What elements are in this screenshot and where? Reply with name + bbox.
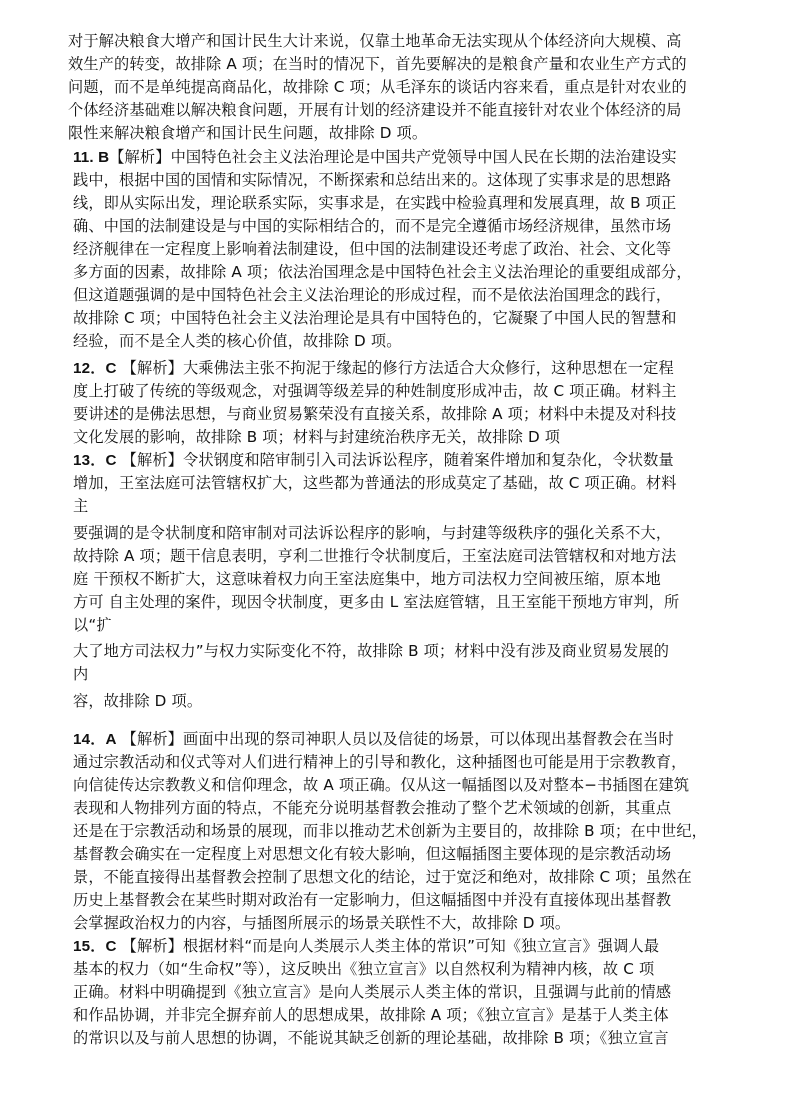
- text-line: 会掌握政治权力的内容，与插图所展示的场景关联性不大，故排除 D 项。: [73, 914, 571, 932]
- answer-15-first-line: [73, 935, 659, 957]
- text-line: 容，故排除 D 项。: [73, 692, 203, 710]
- text-line: 要讲述的是佛法思想，与商业贸易繁荣没有直接关系，故排除 A 项；材料中未提及对科技: [73, 405, 677, 423]
- text-line: 对于解决粮食大增产和国计民生大计来说，仅靠土地革命无法实现从个体经济向大规模、高: [68, 32, 682, 50]
- text-line: 故持除 A 项；题干信息表明，亨利二世推行令状制度后，王室法庭司法管辖权和对地方法: [73, 547, 677, 565]
- text-line: 表现和人物排列方面的特点，不能充分说明基督教会推动了整个艺术领域的创新，其重点: [73, 799, 672, 817]
- answer-13-first-line: [73, 449, 674, 471]
- answer-number: 11. B: [73, 149, 110, 166]
- text-line: 以“扩: [73, 616, 112, 634]
- answer-12-first-line: [73, 357, 674, 379]
- text-line: 方可 自主处理的案件，现因令状制度，更多由 L 室法庭管辖，且王室能干预地方审判，所: [73, 593, 680, 611]
- text-segment: 【解析】中国特色社会主义法治理论是中国共产党领导中国人民在长期的法治建设实: [109, 148, 677, 166]
- text-line: 但这道题强调的是中国特色社会主义法治理论的形成过程，而不是依法治国理念的践行，: [73, 286, 672, 304]
- text-line: 向信徒传达宗教教义和信仰理念，故 A 项正确。仅从这一幅插图以及对整本−书插图在建筑: [73, 776, 690, 794]
- text-line: 主: [73, 497, 89, 515]
- text-line: 景，不能直接得出基督教会控制了思想文化的结论，过于宽泛和绝对，故排除 C 项；虽然在: [73, 868, 692, 886]
- text-line: 还是在于宗教活动和场景的展现，而非以推动艺术创新为主要目的，故排除 B 项；在中世纪，: [73, 822, 708, 840]
- text-line: 通过宗教活动和仪式等对人们进行精神上的引导和教化，这种插图也可能是用于宗教教育，: [73, 753, 687, 771]
- text-line: 限性来解决粮食增产和国计民生问题，故排除 D 项。: [68, 124, 428, 142]
- text-line: 度上打破了传统的等级观念，对强调等级差异的种姓制度形成冲击，故 C 项正确。材料主: [73, 382, 677, 400]
- answer-number: 12．C: [73, 360, 117, 377]
- text-line: 要强调的是令状制度和陪审制对司法诉讼程序的影响，与封建等级秩序的强化关系不大，: [73, 524, 672, 542]
- answer-number: 15．C: [73, 938, 117, 955]
- text-line: 正确。材料中明确提到《独立宣言》是向人类展示人类主体的常识，且强调与此前的情感: [73, 983, 672, 1001]
- answer-number: 13．C: [73, 452, 117, 469]
- text-line: 确、中国的法制建设是与中国的实际相结合的，而不是完全遵循市场经济规律，虽然市场: [73, 217, 672, 235]
- text-line: 个体经济基础难以解决粮食问题，开展有计划的经济建设并不能直接针对农业个体经济的局: [68, 101, 682, 119]
- text-line: 的常识以及与前人思想的协调，不能说其缺乏创新的理论基础，故排除 B 项；《独立宣言: [73, 1029, 669, 1047]
- text-segment: 【解析】令状钢度和陪审制引入司法诉讼程序，随着案件增加和复杂化，令状数量: [121, 451, 674, 469]
- text-line: 和作品协调，并非完全摒弃前人的思想成果，故排除 A 项；《独立宣言》是基于人类主体: [73, 1006, 669, 1024]
- text-segment: 【解析】画面中出现的祭司神职人员以及信徒的场景，可以体现出基督教会在当时: [121, 730, 674, 748]
- text-line: 庭 干预权不断扩大，这意味着权力向王室法庭集中，地方司法权力空间被压缩，原本地: [73, 570, 661, 588]
- text-line: 践中，根据中国的国情和实际情况，不断探索和总结出来的。这体现了实事求是的思想路: [73, 171, 672, 189]
- answer-11-first-line: [73, 146, 677, 168]
- answer-14-first-line: [73, 728, 674, 750]
- text-segment: 【解析】根据材料“而是向人类展示人类主体的常识”可知《独立宣言》强调人最: [121, 937, 660, 955]
- text-line: 大了地方司法权力”与权力实际变化不符，故排除 B 项；材料中没有涉及商业贸易发展的: [73, 642, 670, 660]
- text-line: 故排除 C 项；中国特色社会主义法治理论是具有中国特色的，它凝聚了中国人民的智慧和: [73, 309, 677, 327]
- text-line: 增加，王室法庭可法管辖权扩大，这些都为普通法的形成莫定了基础，故 C 项正确。材料: [73, 474, 677, 492]
- text-line: 线，即从实际出发，理论联系实际，实事求是，在实践中检验真理和发展真理，故 B 项正: [73, 194, 677, 212]
- text-line: 基督教会确实在一定程度上对思想文化有较大影响，但这幅插图主要体现的是宗教活动场: [73, 845, 672, 863]
- text-line: 文化发展的影响，故排除 B 项；材料与封建统治秩序无关，故排除 D 项: [73, 428, 561, 446]
- text-line: 基本的权力（如“生命权”等），这反映出《独立宣言》以自然权利为精神内核，故 C 项: [73, 960, 655, 978]
- text-line: 多方面的因素，故排除 A 项；依法治国理念是中国特色社会主义法治理论的重要组成部分，: [73, 263, 692, 281]
- text-line: 经验，而不是全人类的核心价值，故排除 D 项。: [73, 332, 402, 350]
- text-line: 经济舰律在一定程度上影响着法制建设，但中国的法制建设还考虑了政治、社会、文化等: [73, 240, 672, 258]
- text-line: 效生产的转变，故排除 A 项；在当时的情况下，首先要解决的是粮食产量和农业生产方式的: [68, 55, 687, 73]
- text-segment: 【解析】大乘佛法主张不拘泥于缘起的修行方法适合大众修行，这种思想在一定程: [121, 359, 674, 377]
- text-line: 问题，而不是单纯提高商品化，故排除 C 项；从毛泽东的谈话内容来看，重点是针对农业的: [68, 78, 687, 96]
- text-line: 历史上基督教会在某些时期对政治有一定影响力，但这幅插图中并没有直接体现出基督教: [73, 891, 672, 909]
- answer-number: 14．A: [73, 731, 117, 748]
- text-line: 内: [73, 665, 89, 683]
